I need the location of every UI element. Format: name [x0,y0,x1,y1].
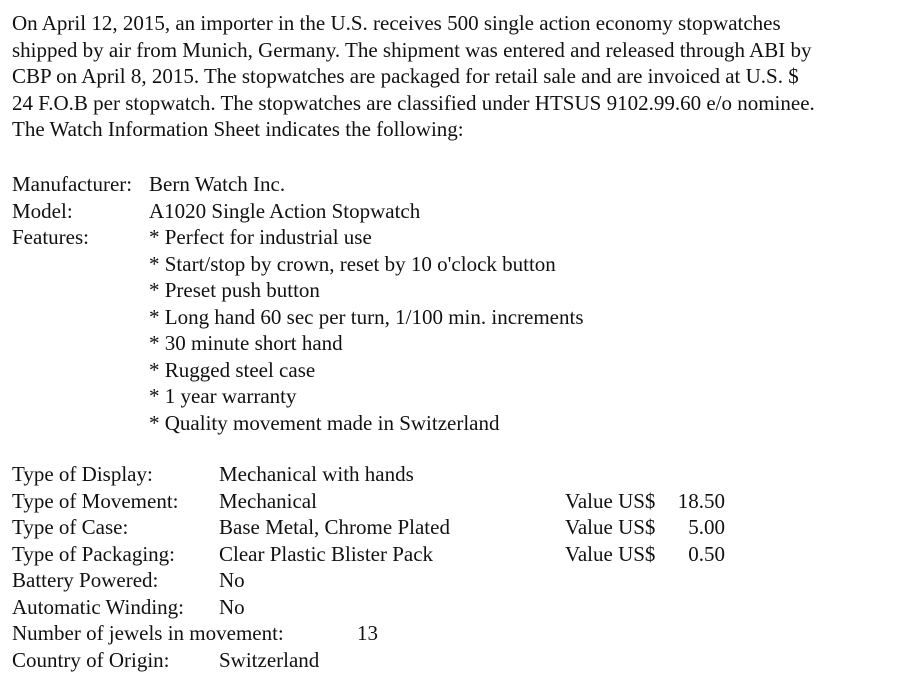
spec-row-display [12,461,902,488]
manufacturer-value: Bern Watch Inc. [149,172,286,196]
movement-cost-amount: 18.50 [677,488,725,513]
battery-powered-label: Battery Powered: [12,568,159,592]
model-value: A1020 Single Action Stopwatch [149,198,421,223]
packaging-cost-label: Value US$ [565,541,656,566]
spec-row-packaging [12,541,902,568]
feature-item: * Rugged steel case [149,357,316,382]
packaging-cost [565,541,725,568]
country-of-origin-label: Country of Origin: [12,647,170,672]
feature-item: * Start/stop by crown, reset by 10 o'clock button [149,251,556,276]
packaging-cost-amount: 0.50 [688,541,725,566]
spec-row-case [12,514,902,541]
feature-item: * Preset push button [149,278,320,302]
feature-item: * 30 minute short hand [149,331,343,355]
spec-row-origin [12,647,902,674]
display-type-value: Mechanical with hands [219,462,414,486]
specs-block [12,461,902,673]
feature-item: * Perfect for industrial use [149,225,372,249]
intro-line: The Watch Information Sheet indicates the following: [12,117,464,141]
feature-item: * Quality movement made in Switzerland [149,410,500,435]
intro-paragraph [12,10,907,143]
intro-line: CBP on April 8, 2015. The stopwatches are packaged for retail sale and are invoiced at U.S. $ [12,64,799,88]
country-of-origin-value: Switzerland [219,647,320,672]
spec-row-jewels [12,620,902,647]
jewels-label: Number of jewels in movement: [12,621,284,645]
jewels-value: 13 [357,621,378,645]
manufacturer-label: Manufacturer: [12,172,133,196]
display-type-label: Type of Display: [12,462,153,486]
case-cost [565,514,725,541]
features-label: Features: [12,225,89,249]
packaging-type-value: Clear Plastic Blister Pack [219,541,434,566]
movement-cost-label: Value US$ [565,488,656,513]
model-label: Model: [12,198,73,223]
case-type-value: Base Metal, Chrome Plated [219,515,450,539]
movement-type-value: Mechanical [219,488,317,513]
packaging-type-label: Type of Packaging: [12,541,175,566]
movement-cost [565,488,725,515]
battery-powered-value: No [219,568,245,592]
feature-item: * 1 year warranty [149,384,297,408]
intro-line: shipped by air from Munich, Germany. The shipment was entered and released through ABI by [12,37,812,62]
movement-type-label: Type of Movement: [12,488,179,513]
spec-row-battery [12,567,902,594]
intro-line: On April 12, 2015, an importer in the U.S. receives 500 single action economy stopwatches [12,11,781,35]
features-list [149,224,584,436]
case-type-label: Type of Case: [12,515,129,539]
intro-line: 24 F.O.B per stopwatch. The stopwatches are classified under HTSUS 9102.99.60 e/o nominee. [12,90,815,115]
feature-item: * Long hand 60 sec per turn, 1/100 min. increments [149,304,584,329]
spec-row-winding [12,594,902,621]
spec-row-movement [12,488,902,515]
case-cost-amount: 5.00 [688,515,725,539]
automatic-winding-label: Automatic Winding: [12,594,184,619]
case-cost-label: Value US$ [565,515,656,539]
automatic-winding-value: No [219,594,245,619]
